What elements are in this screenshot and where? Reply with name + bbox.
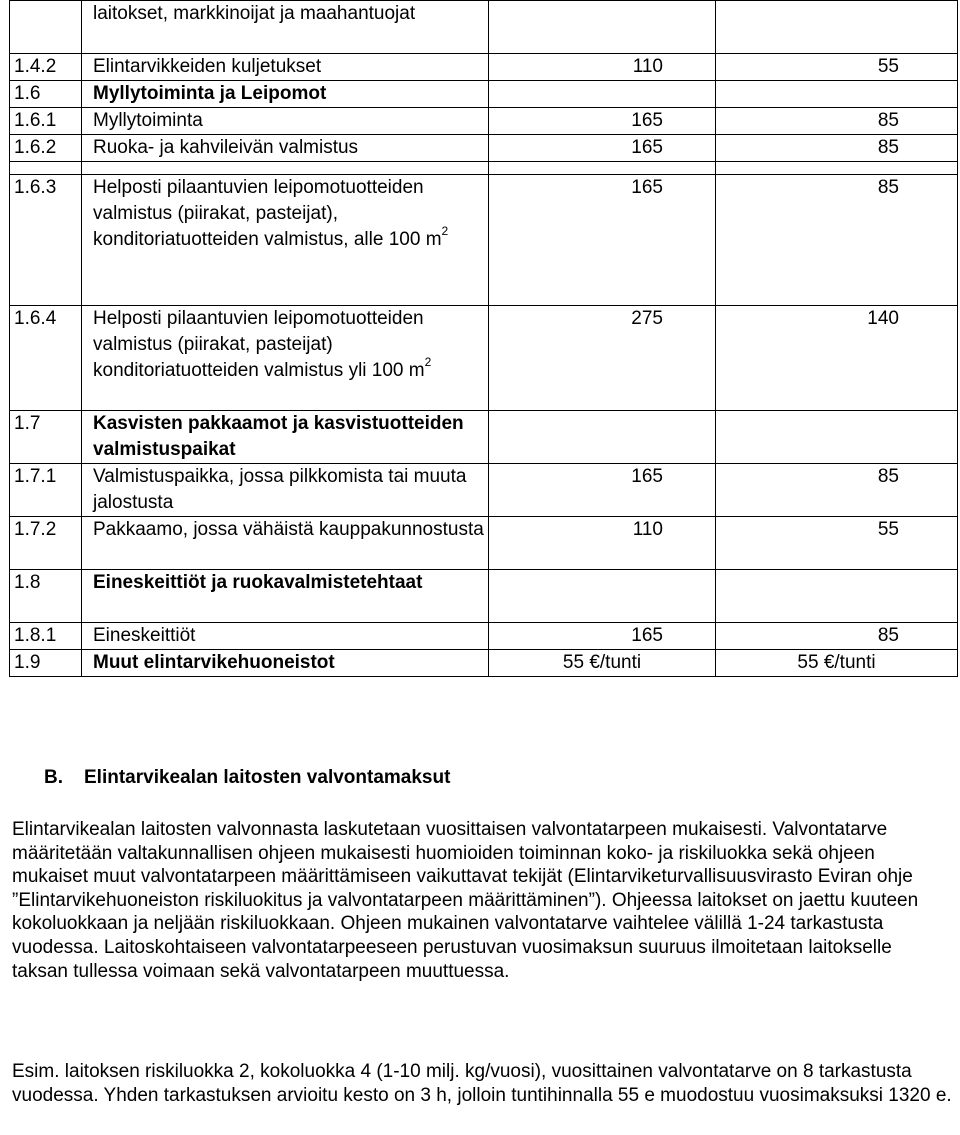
- section-number: B.: [44, 767, 63, 788]
- row-code: 1.9: [10, 650, 82, 677]
- row-description-text: laitokset, markkinoijat ja maahantuojat: [93, 3, 416, 24]
- row-fee-b: 140: [716, 306, 958, 411]
- table-row: [10, 306, 958, 411]
- row-description-text: Helposti pilaantuvien leipomotuotteiden valmistus (piirakat, pasteijat) konditoriatuotteiden valmistus yli 100 m: [93, 308, 425, 381]
- fee-table-body: [10, 1, 958, 677]
- row-fee-a: [489, 570, 716, 623]
- spacer-cell: [82, 162, 489, 175]
- row-fee-b: [716, 81, 958, 108]
- row-fee-b: [716, 1, 958, 54]
- row-code: 1.8.1: [10, 623, 82, 650]
- row-fee-a: 110: [489, 517, 716, 570]
- table-row: [10, 81, 958, 108]
- row-code: 1.6.3: [10, 175, 82, 306]
- row-description: [82, 650, 489, 677]
- row-description-text: Myllytoiminta: [93, 110, 203, 131]
- row-code: 1.6.2: [10, 135, 82, 162]
- row-description-text: Myllytoiminta ja Leipomot: [93, 83, 327, 104]
- row-description: [82, 108, 489, 135]
- row-fee-b: [716, 570, 958, 623]
- fee-table: [9, 0, 958, 677]
- row-fee-a: [489, 411, 716, 464]
- row-description: [82, 306, 489, 411]
- row-fee-a: 165: [489, 464, 716, 517]
- table-row: [10, 135, 958, 162]
- row-fee-a: 55 €/tunti: [489, 650, 716, 677]
- row-fee-b: 55 €/tunti: [716, 650, 958, 677]
- row-description: [82, 54, 489, 81]
- superscript: 2: [424, 354, 432, 369]
- row-description-text: Valmistuspaikka, jossa pilkkomista tai muuta jalostusta: [93, 466, 467, 513]
- row-description-text: Kasvisten pakkaamot ja kasvistuotteiden valmistuspaikat: [93, 413, 464, 460]
- row-code: 1.6.4: [10, 306, 82, 411]
- row-fee-b: 85: [716, 464, 958, 517]
- row-fee-b: 55: [716, 517, 958, 570]
- row-description-text: Eineskeittiöt: [93, 625, 196, 646]
- row-description: [82, 135, 489, 162]
- paragraph-example: Esim. laitoksen riskiluokka 2, kokoluokka 4 (1-10 milj. kg/vuosi), vuosittainen valvontatarve on 8 tarkastusta vuodessa. Yhden tarkastuksen arvioitu kesto on 3 h, jolloin tuntihinnalla 55 e muodostuu vuosimaksuksi 1320 e.: [12, 1061, 952, 1106]
- section-heading: [44, 765, 450, 791]
- table-row: [10, 411, 958, 464]
- row-code: 1.4.2: [10, 54, 82, 81]
- table-spacer-row: [10, 162, 958, 175]
- row-code: 1.7: [10, 411, 82, 464]
- paragraph-valvontatarve: Elintarvikealan laitosten valvonnasta laskutetaan vuosittaisen valvontatarpeen mukaisesti. Valvontatarve määritetään valtakunnallisen ohjeen mukaisesti huomioiden toiminnan koko- ja riskiluokka sekä ohjeen mukaiset muut valvontatarpeen määrittämiseen vaikuttavat tekijät (Elintarviketurvallisuusvirasto Eviran ohje ”Elintarvikehuoneiston riskiluokitus ja valvontatarpeen määrittäminen”). Ohjeessa laitokset on jaettu kuuteen kokoluokkaan ja neljään riskiluokkaan. Ohjeen mukainen valvontatarve vaihtelee välillä 1-24 tarkastusta vuodessa. Laitoskohtaiseen valvontatarpeeseen perustuvan vuosimaksun suuruus ilmoitetaan laitokselle taksan tullessa voimaan sekä valvontatarpeen muuttuessa.: [12, 819, 919, 982]
- row-fee-b: 55: [716, 54, 958, 81]
- row-fee-a: 275: [489, 306, 716, 411]
- table-row: [10, 108, 958, 135]
- row-description-text: Helposti pilaantuvien leipomotuotteiden valmistus (piirakat, pasteijat), konditoriatuotteiden valmistus, alle 100 m: [93, 177, 442, 250]
- spacer-cell: [10, 162, 82, 175]
- row-description-text: Ruoka- ja kahvileivän valmistus: [93, 137, 359, 158]
- row-fee-b: 85: [716, 623, 958, 650]
- row-code: 1.6: [10, 81, 82, 108]
- table-row: [10, 1, 958, 54]
- superscript: 2: [441, 223, 449, 238]
- section-title-text: Elintarvikealan laitosten valvontamaksut: [84, 767, 451, 788]
- row-description-text: Muut elintarvikehuoneistot: [93, 652, 335, 673]
- row-code: 1.8: [10, 570, 82, 623]
- row-description-text: Pakkaamo, jossa vähäistä kauppakunnostusta: [93, 519, 484, 540]
- row-description: [82, 81, 489, 108]
- row-description: [82, 517, 489, 570]
- row-fee-b: 85: [716, 135, 958, 162]
- row-description: [82, 570, 489, 623]
- row-code: [10, 1, 82, 54]
- row-description: [82, 464, 489, 517]
- table-row: [10, 570, 958, 623]
- row-description-text: Eineskeittiöt ja ruokavalmistetehtaat: [93, 572, 423, 593]
- table-row: [10, 623, 958, 650]
- row-code: 1.7.1: [10, 464, 82, 517]
- row-fee-b: 85: [716, 108, 958, 135]
- spacer-cell: [716, 162, 958, 175]
- spacer-cell: [489, 162, 716, 175]
- row-fee-a: [489, 1, 716, 54]
- row-fee-a: [489, 81, 716, 108]
- row-fee-a: 165: [489, 175, 716, 306]
- table-row: [10, 175, 958, 306]
- table-row: [10, 650, 958, 677]
- table-row: [10, 517, 958, 570]
- row-fee-b: [716, 411, 958, 464]
- row-fee-b: 85: [716, 175, 958, 306]
- row-fee-a: 165: [489, 623, 716, 650]
- row-fee-a: 165: [489, 135, 716, 162]
- row-code: 1.6.1: [10, 108, 82, 135]
- table-row: [10, 54, 958, 81]
- row-description: [82, 411, 489, 464]
- table-row: [10, 464, 958, 517]
- row-description-text: Elintarvikkeiden kuljetukset: [93, 56, 322, 77]
- row-code: 1.7.2: [10, 517, 82, 570]
- row-description: [82, 623, 489, 650]
- row-fee-a: 165: [489, 108, 716, 135]
- row-description: [82, 1, 489, 54]
- row-fee-a: 110: [489, 54, 716, 81]
- row-description: [82, 175, 489, 306]
